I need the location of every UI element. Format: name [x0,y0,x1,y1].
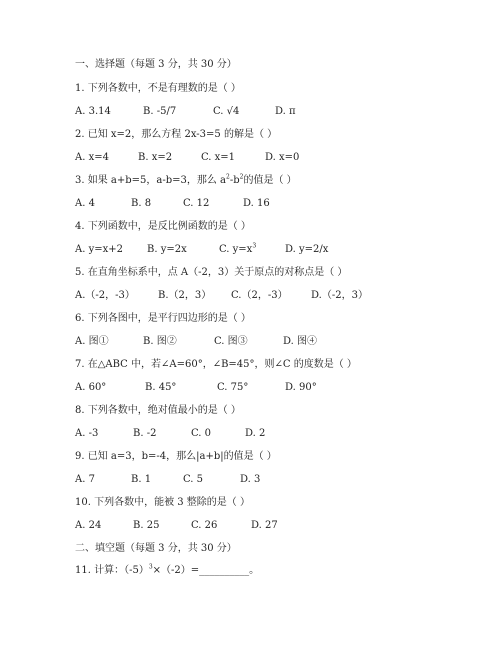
superscript-square-1: 2 [226,173,230,181]
question-6-option-a: A. 图① [75,336,109,347]
question-2-option-a: A. x=4 [75,152,109,163]
section-header-fill: 二、填空题（每题 3 分，共 30 分） [75,543,237,554]
question-1-stem: 1. 下列各数中，不是有理数的是（ ） [75,83,241,94]
question-9-option-c: C. 5 [183,474,204,485]
question-2-option-d: D. x=0 [265,152,300,163]
question-6-option-d: D. 图④ [283,336,318,347]
question-3-stem [75,175,297,187]
section-header-choice: 一、选择题（每题 3 分，共 30 分） [75,59,237,70]
question-6-option-c: C. 图③ [214,336,248,347]
question-3-option-b: B. 8 [131,198,152,209]
question-9-option-a: A. 7 [75,474,95,485]
question-4-option-c-text: C. y=x [219,244,253,255]
question-5-option-a: A.（-2，-3） [75,290,135,301]
question-5-option-b: B.（2，3） [158,290,212,301]
question-1-option-c: C. √4 [213,106,240,117]
question-9-option-b: B. 1 [131,474,152,485]
question-11-stem-part2: ×（-2）= [152,565,200,576]
question-9-stem: 9. 已知 a=3，b=-4，那么|a+b|的值是（ ） [75,451,277,462]
question-11-stem-part3: 。 [249,565,260,576]
question-5-option-c: C.（2，-3） [231,290,288,301]
question-10-option-c: C. 26 [191,520,218,531]
question-4-option-b: B. y=2x [147,244,187,255]
question-4-option-c [219,244,256,256]
question-8-stem: 8. 下列各数中，绝对值最小的是（ ） [75,405,241,416]
question-3-option-c: C. 12 [183,198,210,209]
superscript-cube-1: 3 [252,242,257,250]
question-4-option-d: D. y=2/x [285,244,329,255]
question-10-stem: 10. 下列各数中，能被 3 整除的是（ ） [75,497,250,508]
question-8-option-d: D. 2 [245,428,266,439]
question-8-option-b: B. -2 [133,428,157,439]
question-8-option-a: A. -3 [75,428,99,439]
question-6-option-b: B. 图② [143,336,177,347]
question-2-option-b: B. x=2 [138,152,173,163]
question-11-stem-part1: 11. 计算：（-5） [75,565,149,576]
question-6-stem: 6. 下列各图中，是平行四边形的是（ ） [75,313,251,324]
question-4-option-a: A. y=x+2 [75,244,123,255]
question-10-option-d: D. 27 [251,520,278,531]
question-5-option-d: D.（-2，3） [311,290,368,301]
question-3-option-d: D. 16 [243,198,270,209]
question-7-option-b: B. 45° [145,382,177,393]
superscript-square-2: 2 [239,173,244,181]
question-3-stem-part2: -b [229,175,240,186]
question-7-option-a: A. 60° [75,382,107,393]
question-1-option-d: D. π [275,106,296,117]
question-3-stem-part3: 的值是（ ） [243,175,297,186]
question-11-stem [75,565,259,577]
question-10-option-b: B. 25 [133,520,160,531]
question-3-option-a: A. 4 [75,198,95,209]
superscript-cube-2: 3 [148,563,153,571]
question-7-option-c: C. 75° [217,382,249,393]
question-1-option-b: B. -5/7 [143,106,177,117]
question-1-option-a: A. 3.14 [75,106,111,117]
question-9-option-d: D. 3 [240,474,261,485]
question-7-option-d: D. 90° [285,382,317,393]
question-4-stem: 4. 下列函数中，是反比例函数的是（ ） [75,221,251,232]
question-8-option-c: C. 0 [191,428,212,439]
answer-blank: __________ [199,565,250,576]
question-5-stem: 5. 在直角坐标系中，点 A（-2，3）关于原点的对称点是（ ） [75,267,348,278]
question-2-stem: 2. 已知 x=2，那么方程 2x-3=5 的解是（ ） [75,129,278,140]
question-10-option-a: A. 24 [75,520,102,531]
question-2-option-c: C. x=1 [201,152,236,163]
question-7-stem: 7. 在△ABC 中，若∠A=60°，∠B=45°，则∠C 的度数是（ ） [75,359,357,370]
question-3-stem-part1: 3. 如果 a+b=5，a-b=3，那么 a [75,175,227,186]
